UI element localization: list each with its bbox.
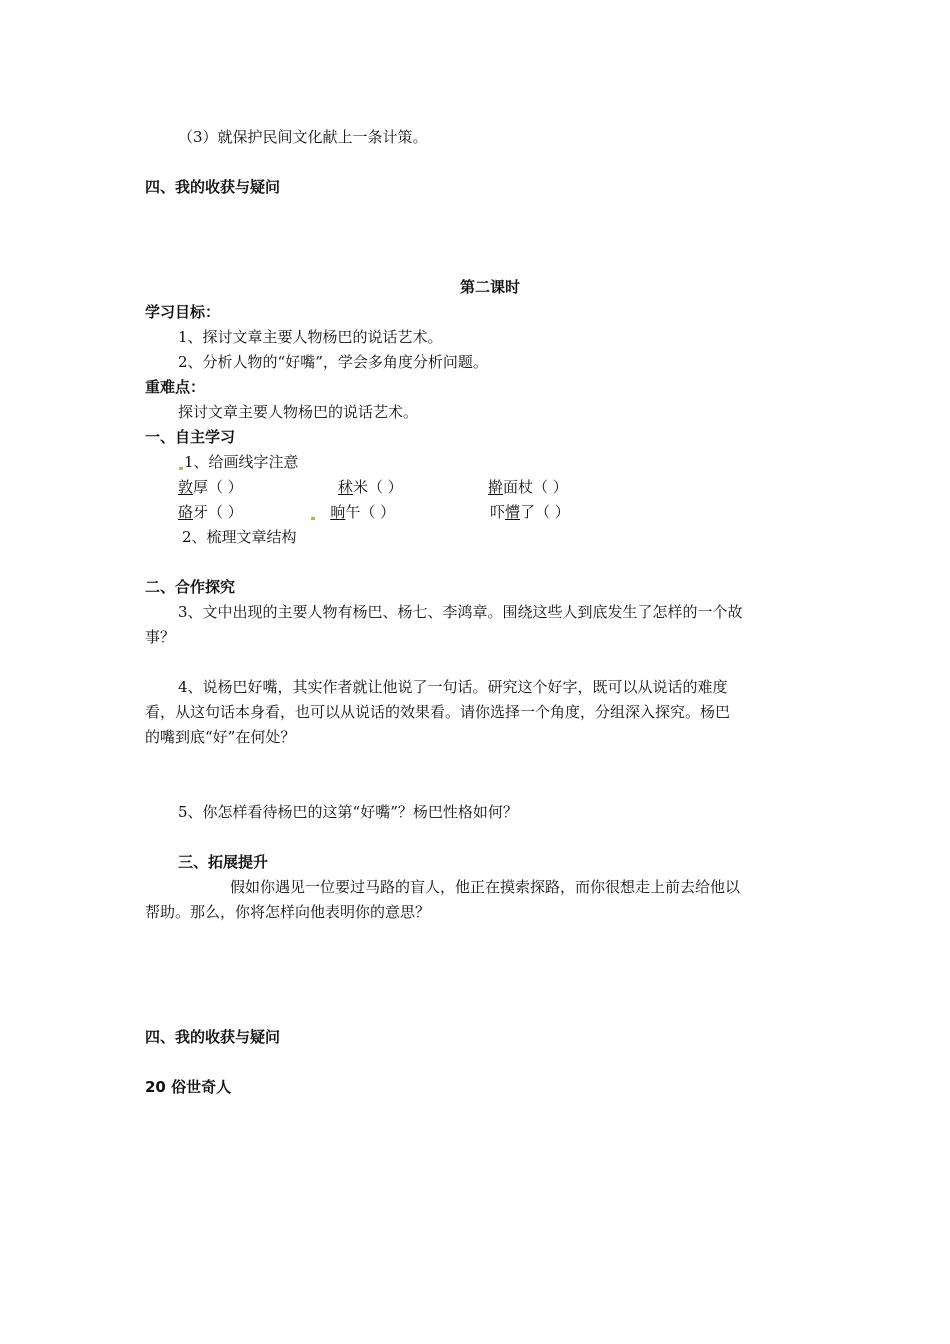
pinyin-item <box>178 502 243 522</box>
pinyin-blank: 午（ ） <box>345 503 396 521</box>
self-study-heading: 一、自主学习 <box>145 428 236 446</box>
extension-heading: 三、拓展提升 <box>178 853 269 871</box>
pinyin-item <box>310 502 395 522</box>
pinyin-blank: 厚（ ） <box>193 478 243 496</box>
pinyin-blank: 了（ ） <box>520 503 570 521</box>
pinyin-blank: 牙（ ） <box>193 503 243 521</box>
goal-1: 1、探讨文章主要人物杨巴的说话艺术。 <box>178 328 443 346</box>
question-5: 5、你怎样看待杨巴的这第“好嘴”？杨巴性格如何？ <box>178 803 518 821</box>
underlined-char: 晌 <box>330 503 346 521</box>
pinyin-item <box>338 477 403 497</box>
question-4-line-3: 的嘴到底“好”在何处？ <box>145 728 296 746</box>
question-4-line-1: 4、说杨巴好嘴，其实作者就让他说了一句话。研究这个好字，既可以从说话的难度 <box>178 678 728 696</box>
pinyin-blank: 米（ ） <box>353 478 403 496</box>
highlight-mark <box>179 467 183 470</box>
question-3-line-2: 事？ <box>145 628 176 646</box>
goal-2: 2、分析人物的“好嘴”，学会多角度分析问题。 <box>178 353 488 371</box>
key-heading: 重难点： <box>145 378 206 396</box>
pinyin-blank: 面杖（ ） <box>503 478 568 496</box>
coop-heading: 二、合作探究 <box>145 578 236 596</box>
section-harvest-heading-1: 四、我的收获与疑问 <box>145 178 281 196</box>
pinyin-item <box>178 477 243 497</box>
plain-char: 吓 <box>490 503 506 521</box>
underlined-char: 硌 <box>178 503 194 521</box>
task-2: 2、梳理文章结构 <box>182 528 297 546</box>
goals-heading: 学习目标： <box>145 303 221 321</box>
underlined-char: 秫 <box>338 478 354 496</box>
lesson-two-title: 第二课时 <box>459 278 520 296</box>
item-3: （3）就保护民间文化献上一条计策。 <box>178 128 428 146</box>
highlight-mark <box>311 517 315 520</box>
underlined-char: 擀 <box>488 478 504 496</box>
pinyin-item <box>490 502 570 522</box>
extension-line-1: 假如你遇见一位要过马路的盲人，他正在摸索探路，而你很想走上前去给他以 <box>230 878 741 896</box>
question-4-line-2: 看，从这句话本身看，也可以从说话的效果看。请你选择一个角度，分组深入探究。杨巴 <box>145 703 731 721</box>
section-harvest-heading-2: 四、我的收获与疑问 <box>145 1028 281 1046</box>
underlined-char: 敦 <box>178 478 194 496</box>
extension-line-2: 帮助。那么，你将怎样向他表明你的意思？ <box>145 903 431 921</box>
question-3-line-1: 3、文中出现的主要人物有杨巴、杨七、李鸿章。围绕这些人到底发生了怎样的一个故 <box>178 603 743 621</box>
task-1 <box>178 452 299 472</box>
pinyin-item <box>488 477 568 497</box>
next-lesson-title: 20 俗世奇人 <box>145 1078 232 1096</box>
underlined-char: 懵 <box>505 503 521 521</box>
key-point: 探讨文章主要人物杨巴的说话艺术。 <box>178 403 419 421</box>
task-1-text: 1、给画线字注意 <box>184 453 299 471</box>
